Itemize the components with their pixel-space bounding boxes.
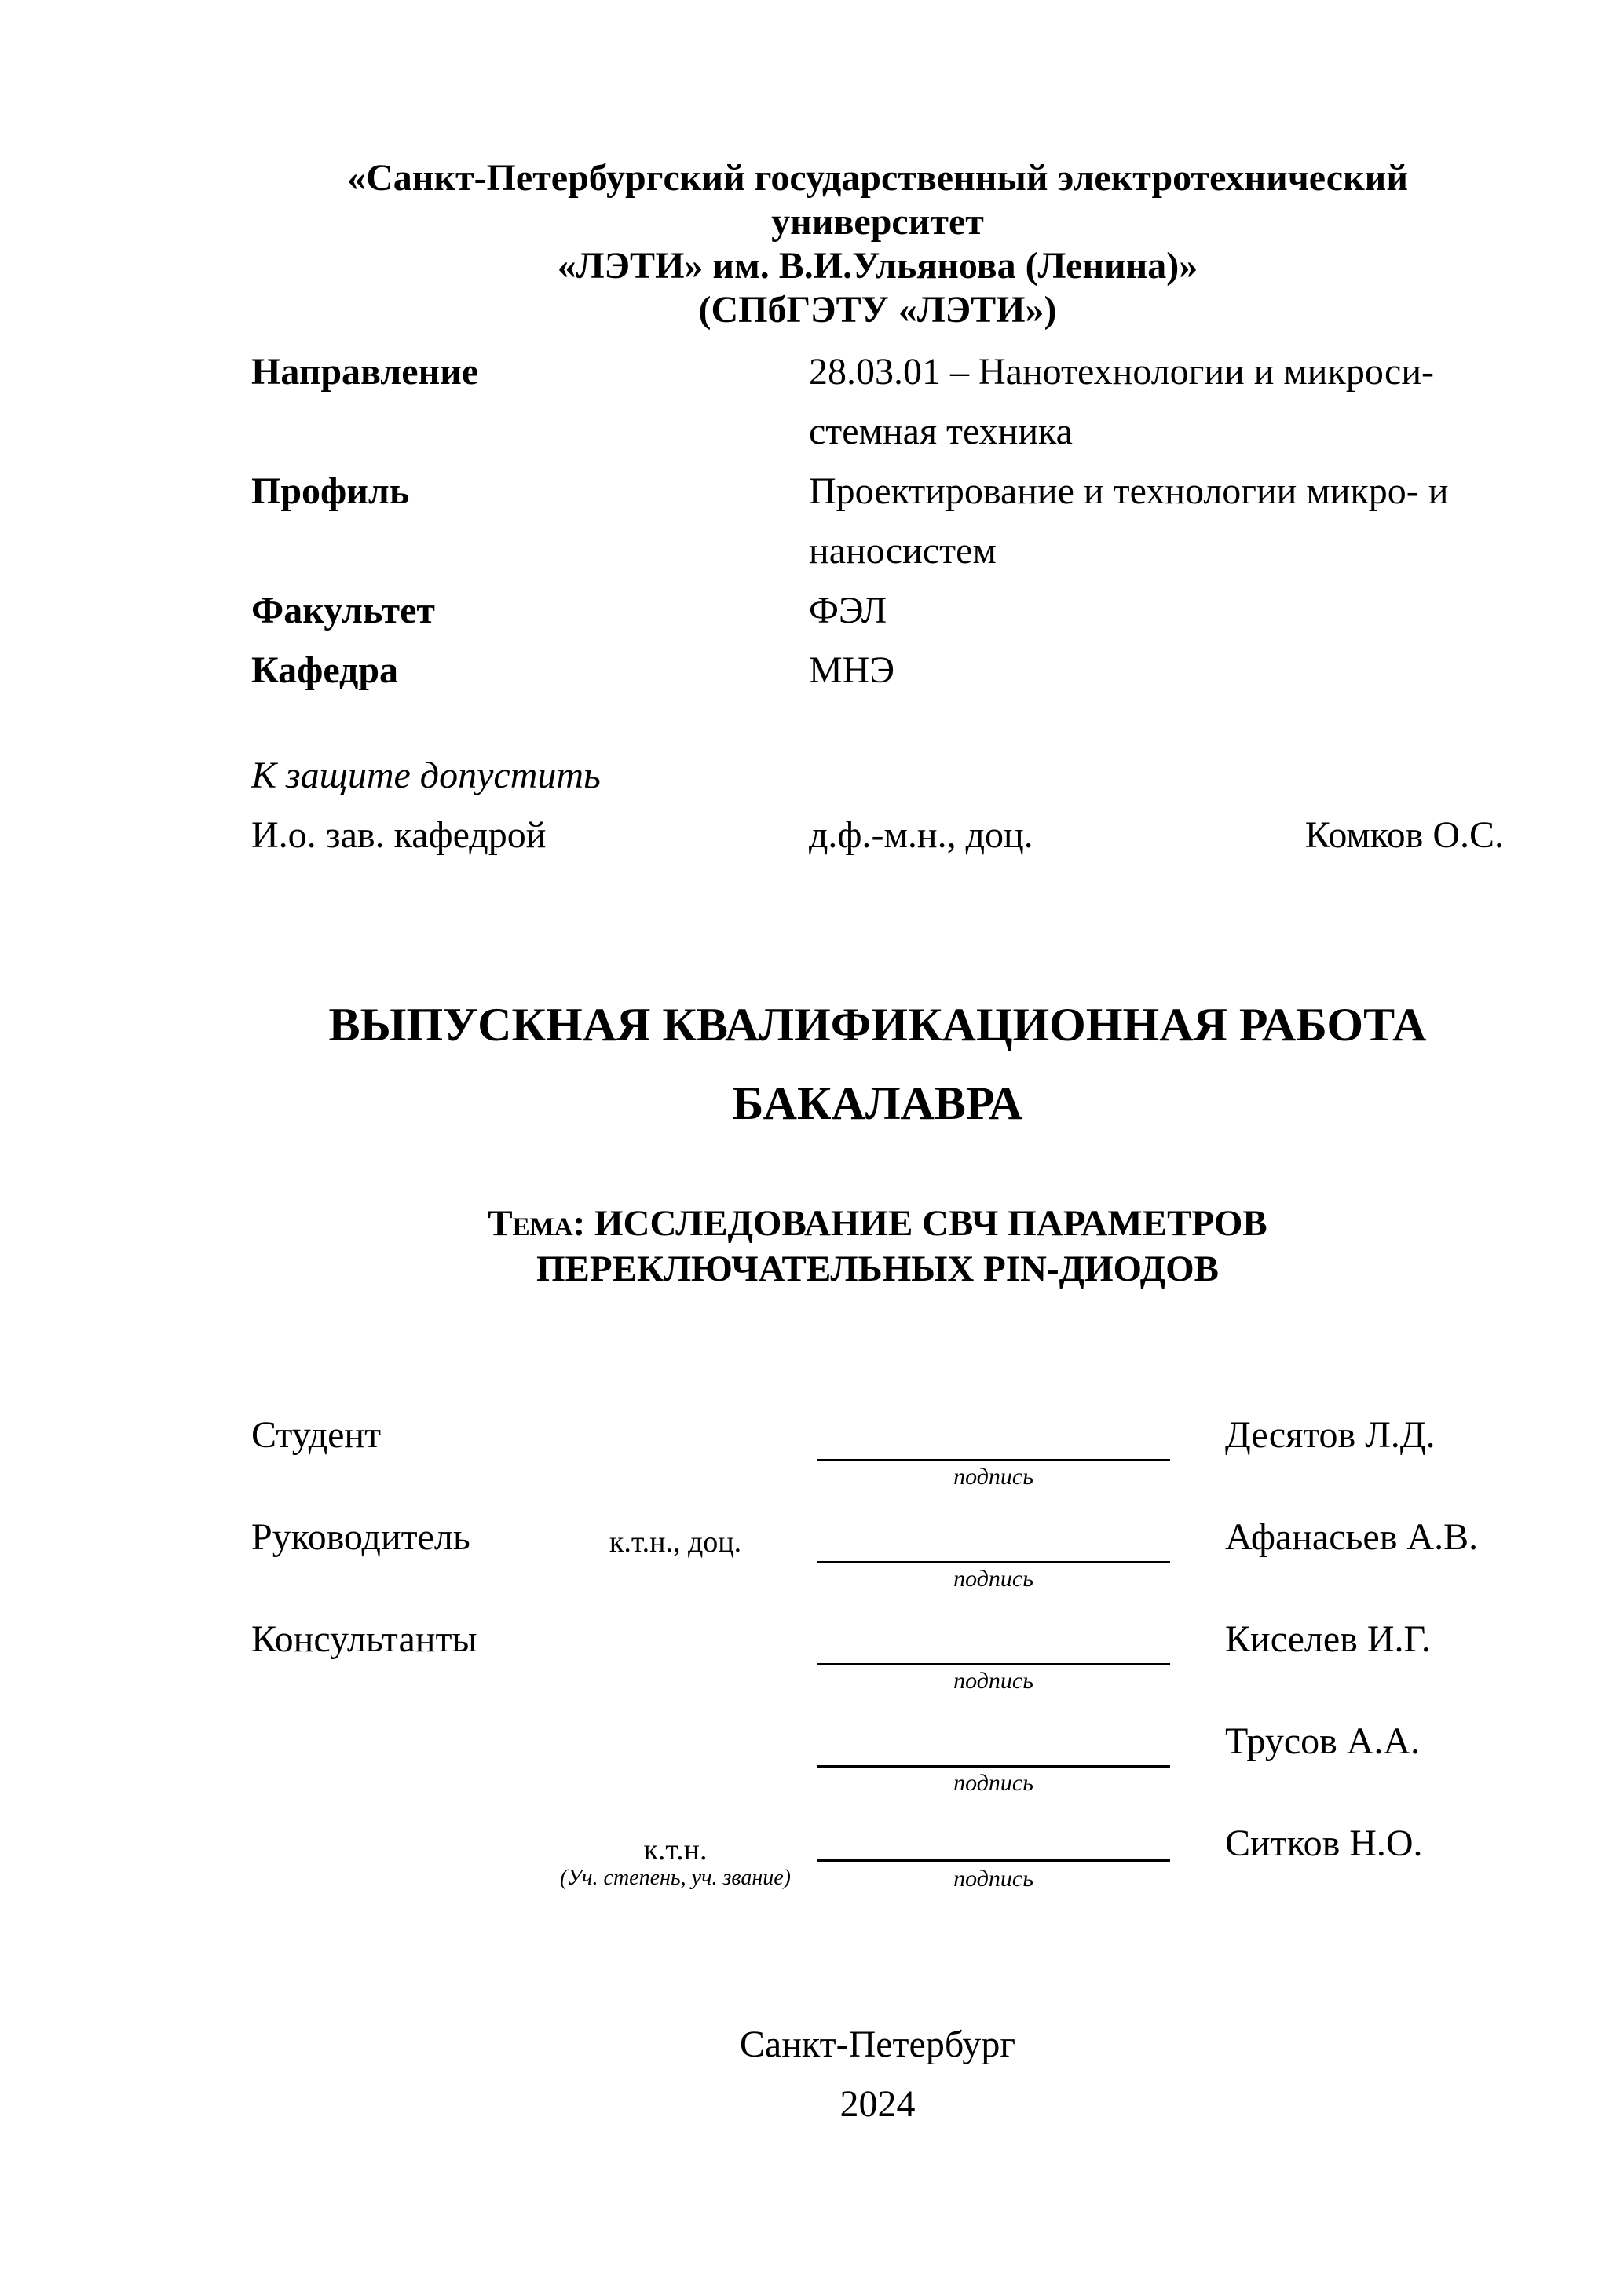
signature-line: [817, 1561, 1170, 1563]
field-label-department: Кафедра: [251, 649, 399, 691]
field-value-direction: [809, 342, 1504, 462]
field-value-line: Проектирование и технологии микро- и: [809, 470, 1449, 512]
field-row-profile: [251, 462, 1504, 581]
signature-row-supervisor: [251, 1515, 1504, 1618]
university-header-line-2: «ЛЭТИ» им. В.И.Ульянова (Ленина)»: [557, 245, 1198, 287]
signature-caption: подпись: [953, 1770, 1033, 1796]
signatory-name: Ситков Н.О.: [1225, 1823, 1423, 1864]
field-value-line: наносистем: [809, 530, 997, 572]
field-value-line: МНЭ: [809, 649, 895, 691]
field-value-line: стемная техника: [809, 411, 1073, 452]
thesis-title: [251, 985, 1504, 1143]
field-label-profile: Профиль: [251, 470, 410, 512]
university-header-line-1: «Санкт-Петербургский государственный электротехнический университет: [347, 157, 1408, 243]
approval-row: [251, 806, 1504, 865]
field-value-line: 28.03.01 – Нанотехнологии и микроси-: [809, 351, 1434, 393]
university-header-line-3: (СПбГЭТУ «ЛЭТИ»): [698, 289, 1057, 331]
signatory-name: Афанасьев А.В.: [1225, 1516, 1479, 1558]
signature-caption: подпись: [953, 1566, 1033, 1592]
field-row-department: [251, 641, 1504, 700]
field-value-line: ФЭЛ: [809, 590, 887, 631]
signature-line: [817, 1663, 1170, 1665]
signature-caption: подпись: [953, 1668, 1033, 1694]
field-label-direction: Направление: [251, 351, 479, 393]
field-value-faculty: [809, 581, 1504, 641]
signature-role: Руководитель: [251, 1516, 470, 1558]
field-row-direction: [251, 342, 1504, 462]
signature-line: [817, 1765, 1170, 1768]
field-value-department: [809, 641, 1504, 700]
signature-caption: подпись: [953, 1866, 1033, 1892]
admit-note: К защите допустить: [251, 755, 601, 796]
signature-degree: к.т.н.: [643, 1834, 708, 1866]
signature-degree: к.т.н., доц.: [609, 1526, 742, 1559]
signature-line: [817, 1459, 1170, 1461]
thesis-title-line-1: ВЫПУСКНАЯ КВАЛИФИКАЦИОННАЯ РАБОТА: [328, 999, 1427, 1051]
signature-caption: подпись: [953, 1464, 1033, 1490]
footer-year: 2024: [839, 2083, 916, 2125]
approval-block: [251, 746, 1504, 865]
approval-name: Комков О.С.: [1304, 814, 1504, 856]
signature-line: [817, 1859, 1170, 1862]
university-header: [251, 156, 1504, 332]
signature-row-consultant-2: [251, 1720, 1504, 1822]
footer-city: Санкт-Петербург: [739, 2024, 1016, 2065]
signature-role: Студент: [251, 1414, 382, 1456]
signature-role: Консультанты: [251, 1618, 477, 1660]
signature-row-consultant-3: [251, 1822, 1504, 1924]
approval-degree: д.ф.-м.н., доц.: [809, 814, 1033, 856]
thesis-topic-line-2: ПЕРЕКЛЮЧАТЕЛЬНЫХ PIN-ДИОДОВ: [536, 1249, 1220, 1289]
signatory-name: Десятов Л.Д.: [1225, 1414, 1436, 1456]
footer: [251, 2015, 1504, 2134]
signature-row-student: [251, 1413, 1504, 1515]
approval-role: И.о. зав. кафедрой: [251, 814, 547, 856]
thesis-topic: [251, 1201, 1504, 1292]
field-value-profile: [809, 462, 1504, 581]
signatory-name: Трусов А.А.: [1225, 1720, 1421, 1762]
thesis-topic-line-1: Тема: ИССЛЕДОВАНИЕ СВЧ ПАРАМЕТРОВ: [488, 1203, 1267, 1244]
program-fields: [251, 342, 1504, 700]
signature-row-consultant-1: [251, 1618, 1504, 1720]
field-row-faculty: [251, 581, 1504, 641]
degree-caption: (Уч. степень, уч. звание): [560, 1866, 791, 1890]
signatory-name: Киселев И.Г.: [1225, 1618, 1431, 1660]
field-label-faculty: Факультет: [251, 590, 435, 631]
thesis-title-line-2: БАКАЛАВРА: [732, 1077, 1023, 1129]
